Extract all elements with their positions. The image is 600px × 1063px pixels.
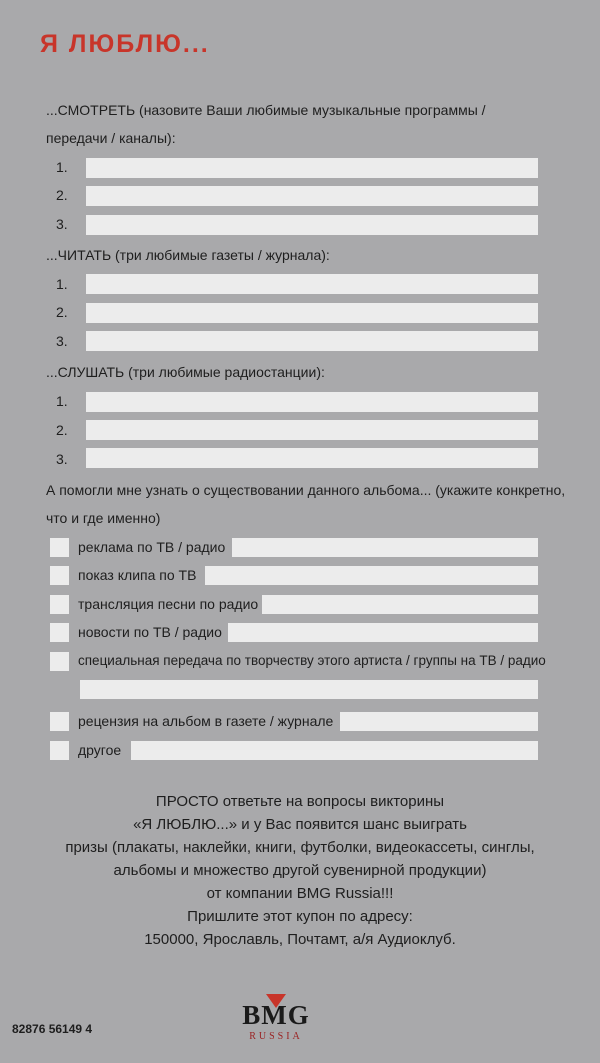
listen-number-3: 3. xyxy=(56,451,68,467)
read-prompt: ...ЧИТАТЬ (три любимые газеты / журнала): xyxy=(46,247,330,263)
catalog-number: 82876 56149 4 xyxy=(12,1022,93,1036)
listen-prompt: ...СЛУШАТЬ (три любимые радиостанции): xyxy=(46,364,325,380)
album-prompt: А помогли мне узнать о существовании данного альбома... (укажите конкретно, xyxy=(46,482,566,498)
contest-line-1: ПРОСТО ответьте на вопросы викторины xyxy=(155,793,445,810)
contest-line-3: призы (плакаты, наклейки, книги, футболки, видеокассеты, синглы, xyxy=(65,839,535,856)
contest-info xyxy=(0,790,600,951)
logo-text: BMG xyxy=(242,1000,310,1030)
option-checkbox-special[interactable] xyxy=(50,652,69,671)
contest-line-6: Пришлите этот купон по адресу: xyxy=(187,908,413,925)
contest-line-4: альбомы и множество другой сувенирной продукции) xyxy=(113,862,487,879)
option-checkbox-review[interactable] xyxy=(50,712,69,731)
option-label-tv-radio-ad: реклама по ТВ / радио xyxy=(78,539,226,555)
option-field-tv-radio-ad[interactable] xyxy=(232,538,538,557)
read-number-1: 1. xyxy=(56,276,68,292)
listen-field-3[interactable] xyxy=(86,448,538,468)
watch-prompt: ...СМОТРЕТЬ (назовите Ваши любимые музыкальные программы / xyxy=(46,102,486,118)
option-label-radio-play: трансляция песни по радио xyxy=(78,596,259,612)
listen-number-1: 1. xyxy=(56,393,68,409)
option-checkbox-tv-radio-ad[interactable] xyxy=(50,538,69,557)
page-title: Я ЛЮБЛЮ... xyxy=(40,30,210,58)
watch-field-1[interactable] xyxy=(86,158,538,178)
watch-field-3[interactable] xyxy=(86,215,538,235)
contest-address: 150000, Ярославль, Почтамт, а/я Аудиоклуб. xyxy=(144,931,456,948)
bmg-logo xyxy=(218,994,338,1044)
option-label-clip: показ клипа по ТВ xyxy=(78,567,197,583)
watch-number-2: 2. xyxy=(56,187,68,203)
option-field-other[interactable] xyxy=(131,741,538,760)
option-label-special: специальная передача по творчеству этого артиста / группы на ТВ / радио xyxy=(78,653,546,668)
option-label-review: рецензия на альбом в газете / журнале xyxy=(78,713,334,729)
option-checkbox-news[interactable] xyxy=(50,623,69,642)
option-checkbox-other[interactable] xyxy=(50,741,69,760)
option-checkbox-radio-play[interactable] xyxy=(50,595,69,614)
read-field-2[interactable] xyxy=(86,303,538,323)
option-field-clip[interactable] xyxy=(205,566,538,585)
option-field-special[interactable] xyxy=(80,680,538,699)
option-field-review[interactable] xyxy=(340,712,538,731)
listen-number-2: 2. xyxy=(56,422,68,438)
read-number-3: 3. xyxy=(56,333,68,349)
logo-subtext: RUSSIA xyxy=(249,1031,303,1042)
option-label-news: новости по ТВ / радио xyxy=(78,624,222,640)
option-field-news[interactable] xyxy=(228,623,538,642)
read-number-2: 2. xyxy=(56,304,68,320)
option-field-radio-play[interactable] xyxy=(262,595,538,614)
watch-number-1: 1. xyxy=(56,159,68,175)
watch-number-3: 3. xyxy=(56,216,68,232)
option-checkbox-clip[interactable] xyxy=(50,566,69,585)
listen-field-2[interactable] xyxy=(86,420,538,440)
read-field-3[interactable] xyxy=(86,331,538,351)
album-prompt-cont: что и где именно) xyxy=(46,510,161,526)
watch-field-2[interactable] xyxy=(86,186,538,206)
listen-field-1[interactable] xyxy=(86,392,538,412)
contest-line-5: от компании BMG Russia!!! xyxy=(206,885,394,902)
contest-line-2: «Я ЛЮБЛЮ...» и у Вас появится шанс выиграть xyxy=(133,816,467,833)
read-field-1[interactable] xyxy=(86,274,538,294)
option-label-other: другое xyxy=(78,742,122,758)
watch-prompt-cont: передачи / каналы): xyxy=(46,130,176,146)
